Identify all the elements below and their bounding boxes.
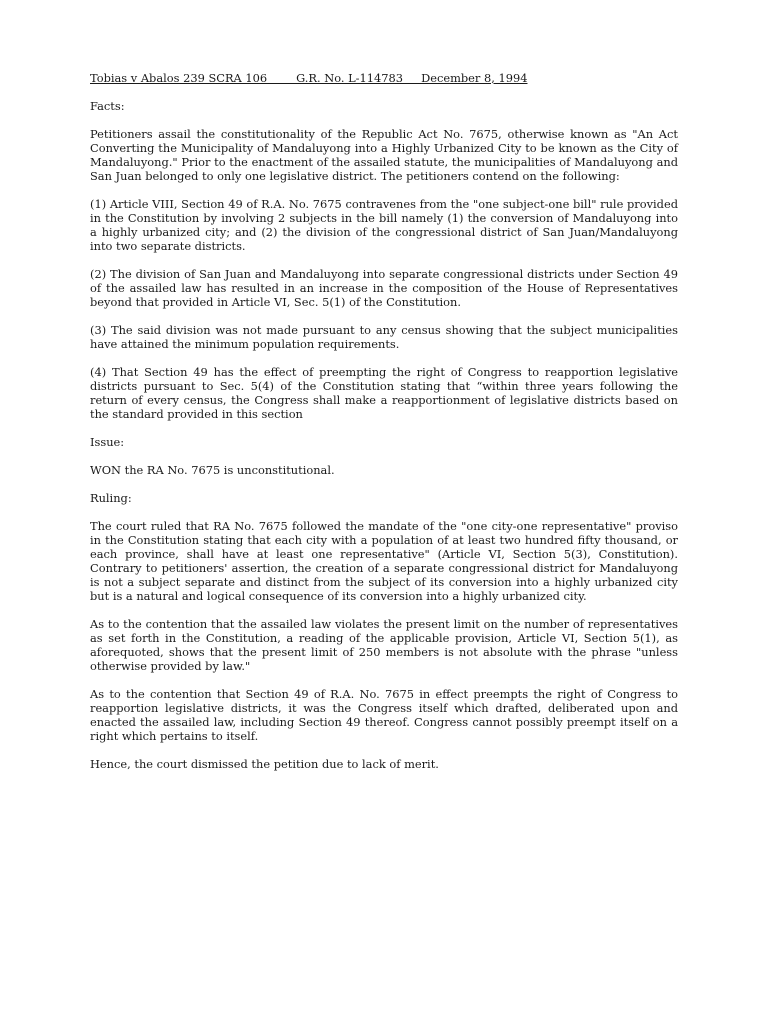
ruling-paragraph-3: As to the contention that Section 49 of R.A. No. 7675 in effect preempts the right of Congress to reapportion legislative districts, it was the Congress itself which drafted, deliberated upon and enacted the assailed law, including Section 49 thereof. Congress cannot possibly preempt itself on a right which pertains to itself. xyxy=(90,687,678,743)
facts-paragraph-intro: Petitioners assail the constitutionality of the Republic Act No. 7675, otherwise known as "An Act Converting the Municipality of Mandaluyong into a Highly Urbanized City to be known as the City of Mandaluyong." Prior to the enactment of the assailed statute, the municipalities of Mandaluyong and San Juan belonged to only one legislative district. The petitioners contend on the following: xyxy=(90,127,678,183)
facts-paragraph-4: (4) That Section 49 has the effect of preempting the right of Congress to reapportion legislative districts pursuant to Sec. 5(4) of the Constitution stating that “within three years following the return of every census, the Congress shall make a reapportionment of legislative districts based on the standard provided in this section xyxy=(90,365,678,421)
ruling-heading: Ruling: xyxy=(90,491,132,505)
issue-paragraph: WON the RA No. 7675 is unconstitutional. xyxy=(90,463,335,477)
case-title: Tobias v Abalos 239 SCRA 106 G.R. No. L-114783 December 8, 1994 xyxy=(90,71,528,85)
facts-paragraph-3: (3) The said division was not made pursuant to any census showing that the subject municipalities have attained the minimum population requirements. xyxy=(90,323,678,351)
facts-paragraph-2: (2) The division of San Juan and Mandaluyong into separate congressional districts under Section 49 of the assailed law has resulted in an increase in the composition of the House of Representatives beyond that provided in Article VI, Sec. 5(1) of the Constitution. xyxy=(90,267,678,309)
document-page xyxy=(90,71,678,785)
ruling-paragraph-2: As to the contention that the assailed law violates the present limit on the number of representatives as set forth in the Constitution, a reading of the applicable provision, Article VI, Section 5(1), as aforequoted, shows that the present limit of 250 members is not absolute with the phrase "unless otherwise provided by law." xyxy=(90,617,678,673)
facts-heading: Facts: xyxy=(90,99,125,113)
issue-heading: Issue: xyxy=(90,435,125,449)
ruling-paragraph-1: The court ruled that RA No. 7675 followed the mandate of the "one city-one representative" proviso in the Constitution stating that each city with a population of at least two hundred fifty thousand, or each province, shall have at least one representative" (Article VI, Section 5(3), Constitution). Contrary to petitioners' assertion, the creation of a separate congressional district for Mandaluyong is not a subject separate and distinct from the subject of its conversion into a highly urbanized city but is a natural and logical consequence of its conversion into a highly urbanized city. xyxy=(90,519,678,603)
facts-paragraph-1: (1) Article VIII, Section 49 of R.A. No. 7675 contravenes from the "one subject-one bill" rule provided in the Constitution by involving 2 subjects in the bill namely (1) the conversion of Mandaluyong into a highly urbanized city; and (2) the division of the congressional district of San Juan/Mandaluyong into two separate districts. xyxy=(90,197,678,253)
ruling-paragraph-4: Hence, the court dismissed the petition due to lack of merit. xyxy=(90,757,439,771)
